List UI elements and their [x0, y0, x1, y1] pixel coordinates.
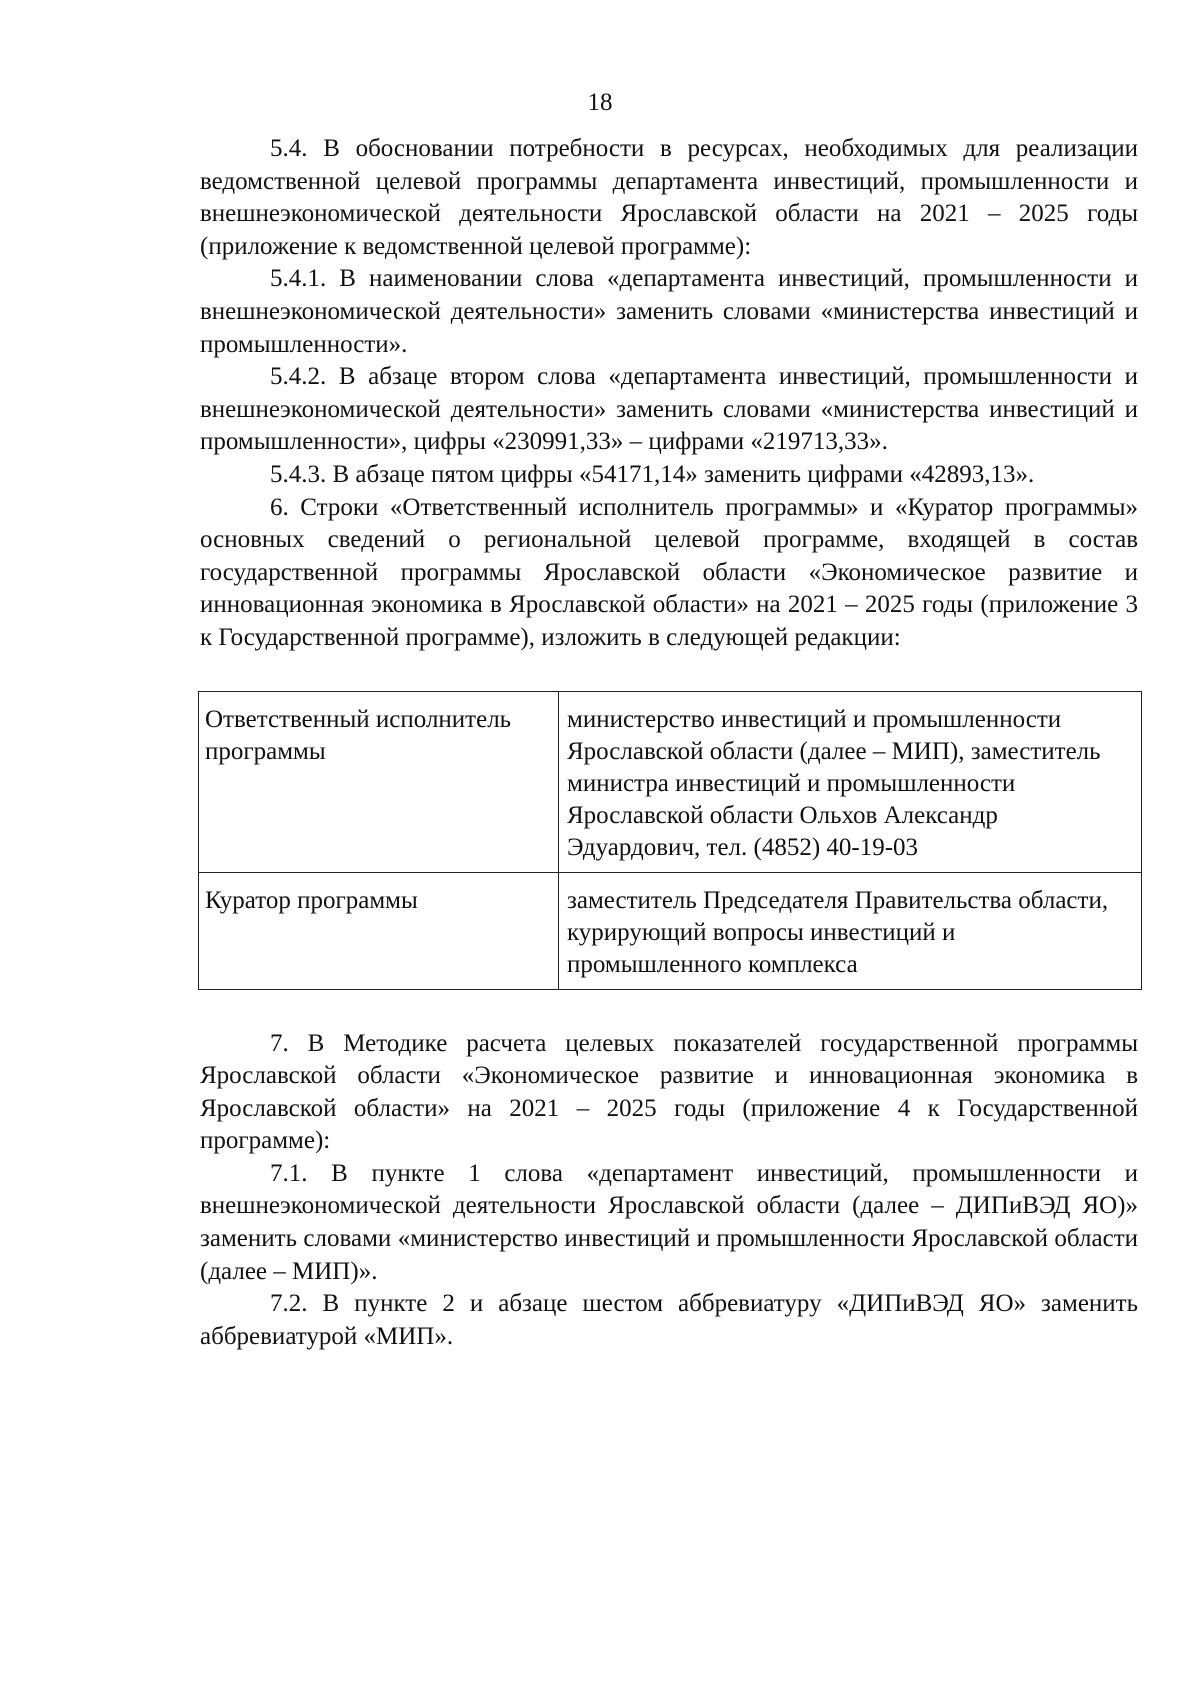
paragraph-7-2: 7.2. В пункте 2 и абзаце шестом аббревиатуру «ДИПиВЭД ЯО» заменить аббревиатурой «МИП».: [200, 1290, 1138, 1350]
paragraph-7-1: 7.1. В пункте 1 слова «департамент инвестиций, промышленности и внешнеэкономической деятельности Ярославской области (далее – ДИПиВЭД ЯО)» заменить словами «министерство инвестиций и промышленности Ярославской области (далее – МИП)».: [200, 1159, 1138, 1285]
table-cell-value: министерство инвестиций и промышленности Ярославской области (далее – МИП), заместитель министра инвестиций и промышленности Ярославской области Ольхов Александр Эдуардович, тел. (4852) 40-19-03: [559, 691, 1142, 872]
page-number: 18: [587, 89, 613, 116]
table-row-responsible: [199, 691, 1142, 872]
program-info-table: [198, 691, 1142, 990]
table-row-curator: [199, 872, 1142, 989]
paragraph-5-4-3: 5.4.3. В абзаце пятом цифры «54171,14» заменить цифрами «42893,13».: [270, 460, 1035, 488]
table-cell-label: Ответственный исполнитель программы: [199, 691, 559, 872]
document-body: [200, 133, 1138, 1353]
paragraph-5-4: 5.4. В обосновании потребности в ресурсах, необходимых для реализации ведомственной целевой программы департамента инвестиций, промышленности и внешнеэкономической деятельности Ярославской области на 2021 – 2025 годы (приложение к ведомственной целевой программе):: [200, 135, 1138, 260]
paragraph-7: 7. В Методике расчета целевых показателей государственной программы Ярославской области «Экономическое развитие и инновационная экономика в Ярославской области» на 2021 – 2025 годы (приложение 4 к Государственной программе):: [200, 1029, 1138, 1155]
paragraph-5-4-1: 5.4.1. В наименовании слова «департамента инвестиций, промышленности и внешнеэкономической деятельности» заменить словами «министерства инвестиций и промышленности».: [200, 265, 1138, 358]
paragraph-5-4-2: 5.4.2. В абзаце втором слова «департамента инвестиций, промышленности и внешнеэкономической деятельности» заменить словами «министерства инвестиций и промышленности», цифры «230991,33» – цифрами «219713,33».: [200, 363, 1138, 456]
paragraph-6: 6. Строки «Ответственный исполнитель программы» и «Куратор программы» основных сведений о региональной целевой программе, входящей в состав государственной программы Ярославской области «Экономическое развитие и инновационная экономика в Ярославской области» на 2021 – 2025 годы (приложение 3 к Государственной программе), изложить в следующей редакции:: [200, 493, 1138, 651]
table-cell-label: Куратор программы: [199, 872, 559, 989]
table-cell-value: заместитель Председателя Правительства области, курирующий вопросы инвестиций и промышленного комплекса: [559, 872, 1142, 989]
